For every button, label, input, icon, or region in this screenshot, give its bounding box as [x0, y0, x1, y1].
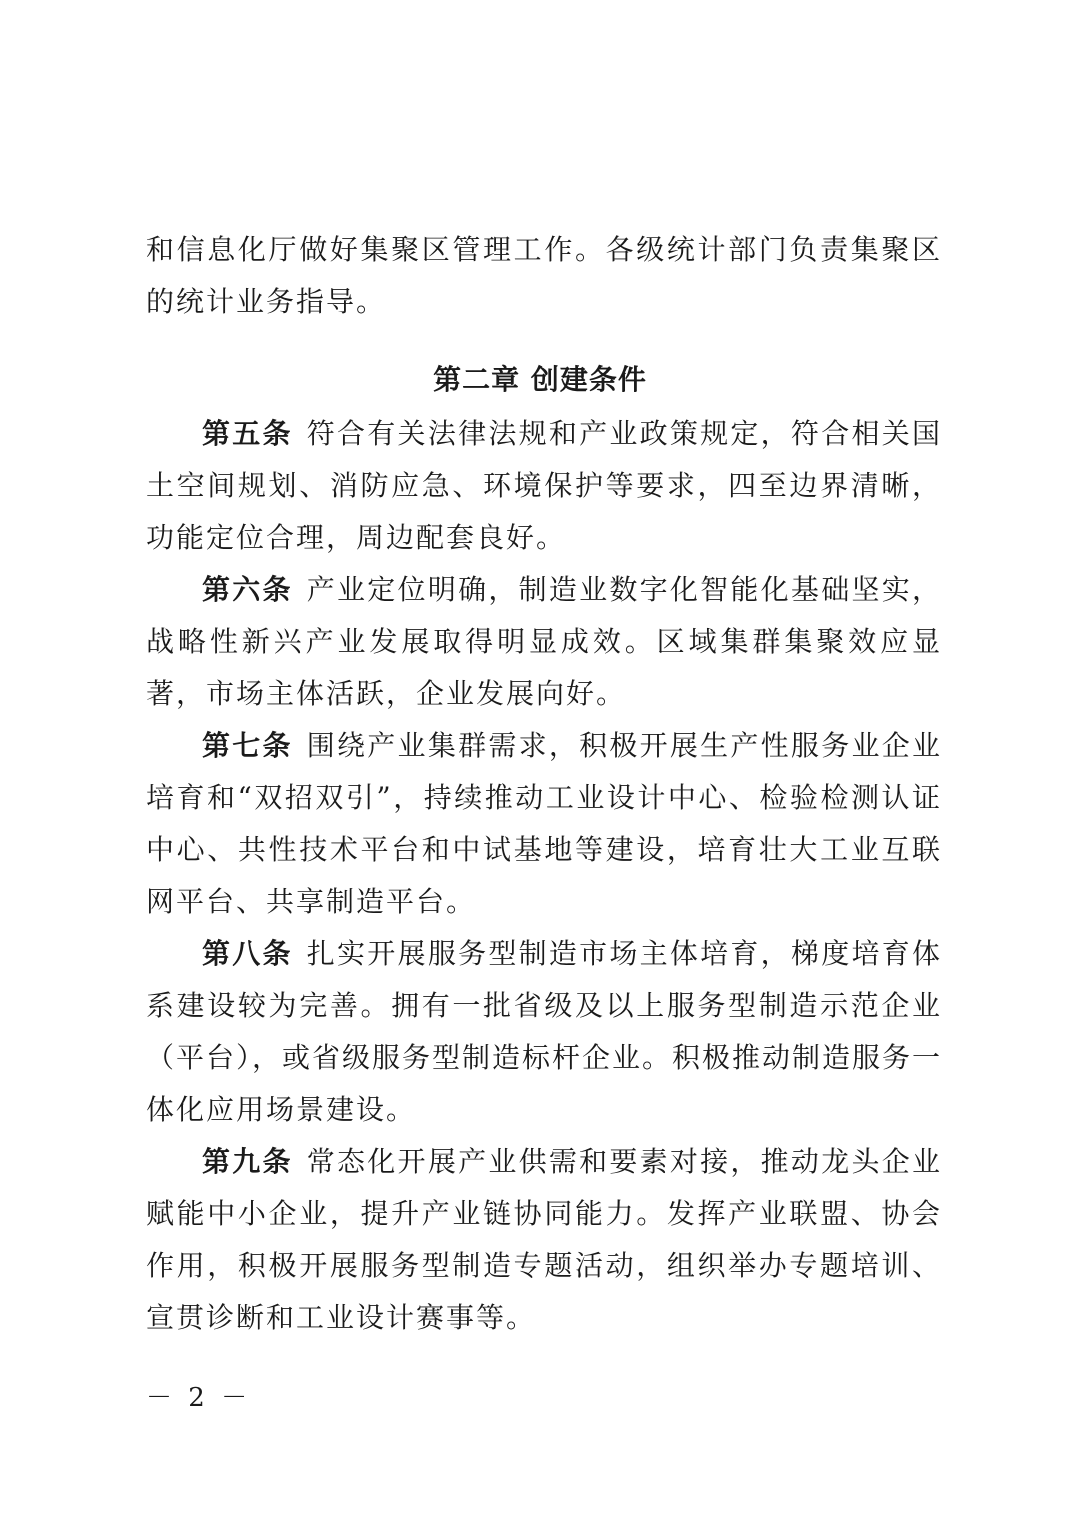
article-6: [146, 564, 942, 720]
article-heading: 第七条: [202, 729, 293, 762]
article-heading: 第五条: [202, 417, 293, 450]
article-heading: 第六条: [202, 573, 293, 606]
article-7: [146, 720, 942, 928]
intro-paragraph: 和信息化厅做好集聚区管理工作。各级统计部门负责集聚区的统计业务指导。: [146, 233, 942, 318]
article-text: 产业定位明确，制造业数字化智能化基础坚实，战略性新兴产业发展取得明显成效。区域集群集聚效应显著，市场主体活跃，企业发展向好。: [146, 573, 942, 710]
article-text: 扎实开展服务型制造市场主体培育，梯度培育体系建设较为完善。拥有一批省级及以上服务型制造示范企业（平台），或省级服务型制造标杆企业。积极推动制造服务一体化应用场景建设。: [146, 937, 943, 1126]
article-9: [146, 1136, 942, 1344]
articles-section: [146, 408, 942, 1344]
article-text: 常态化开展产业供需和要素对接，推动龙头企业赋能中小企业，提升产业链协同能力。发挥产业联盟、协会作用，积极开展服务型制造专题活动，组织举办专题培训、宣贯诊断和工业设计赛事等。: [146, 1145, 942, 1334]
page-number: － 2 －: [146, 1383, 252, 1413]
article-text: 围绕产业集群需求，积极开展生产性服务业企业培育和“双招双引”，持续推动工业设计中心、检验检测认证中心、共性技术平台和中试基地等建设，培育壮大工业互联网平台、共享制造平台。: [146, 729, 942, 918]
article-text: 符合有关法律法规和产业政策规定，符合相关国土空间规划、消防应急、环境保护等要求，四至边界清晰，功能定位合理，周边配套良好。: [146, 417, 942, 554]
article-heading: 第九条: [202, 1145, 293, 1178]
chapter-title: 第二章 创建条件: [433, 363, 647, 396]
article-5: [146, 408, 942, 564]
article-heading: 第八条: [202, 937, 293, 970]
article-8: [146, 928, 942, 1136]
